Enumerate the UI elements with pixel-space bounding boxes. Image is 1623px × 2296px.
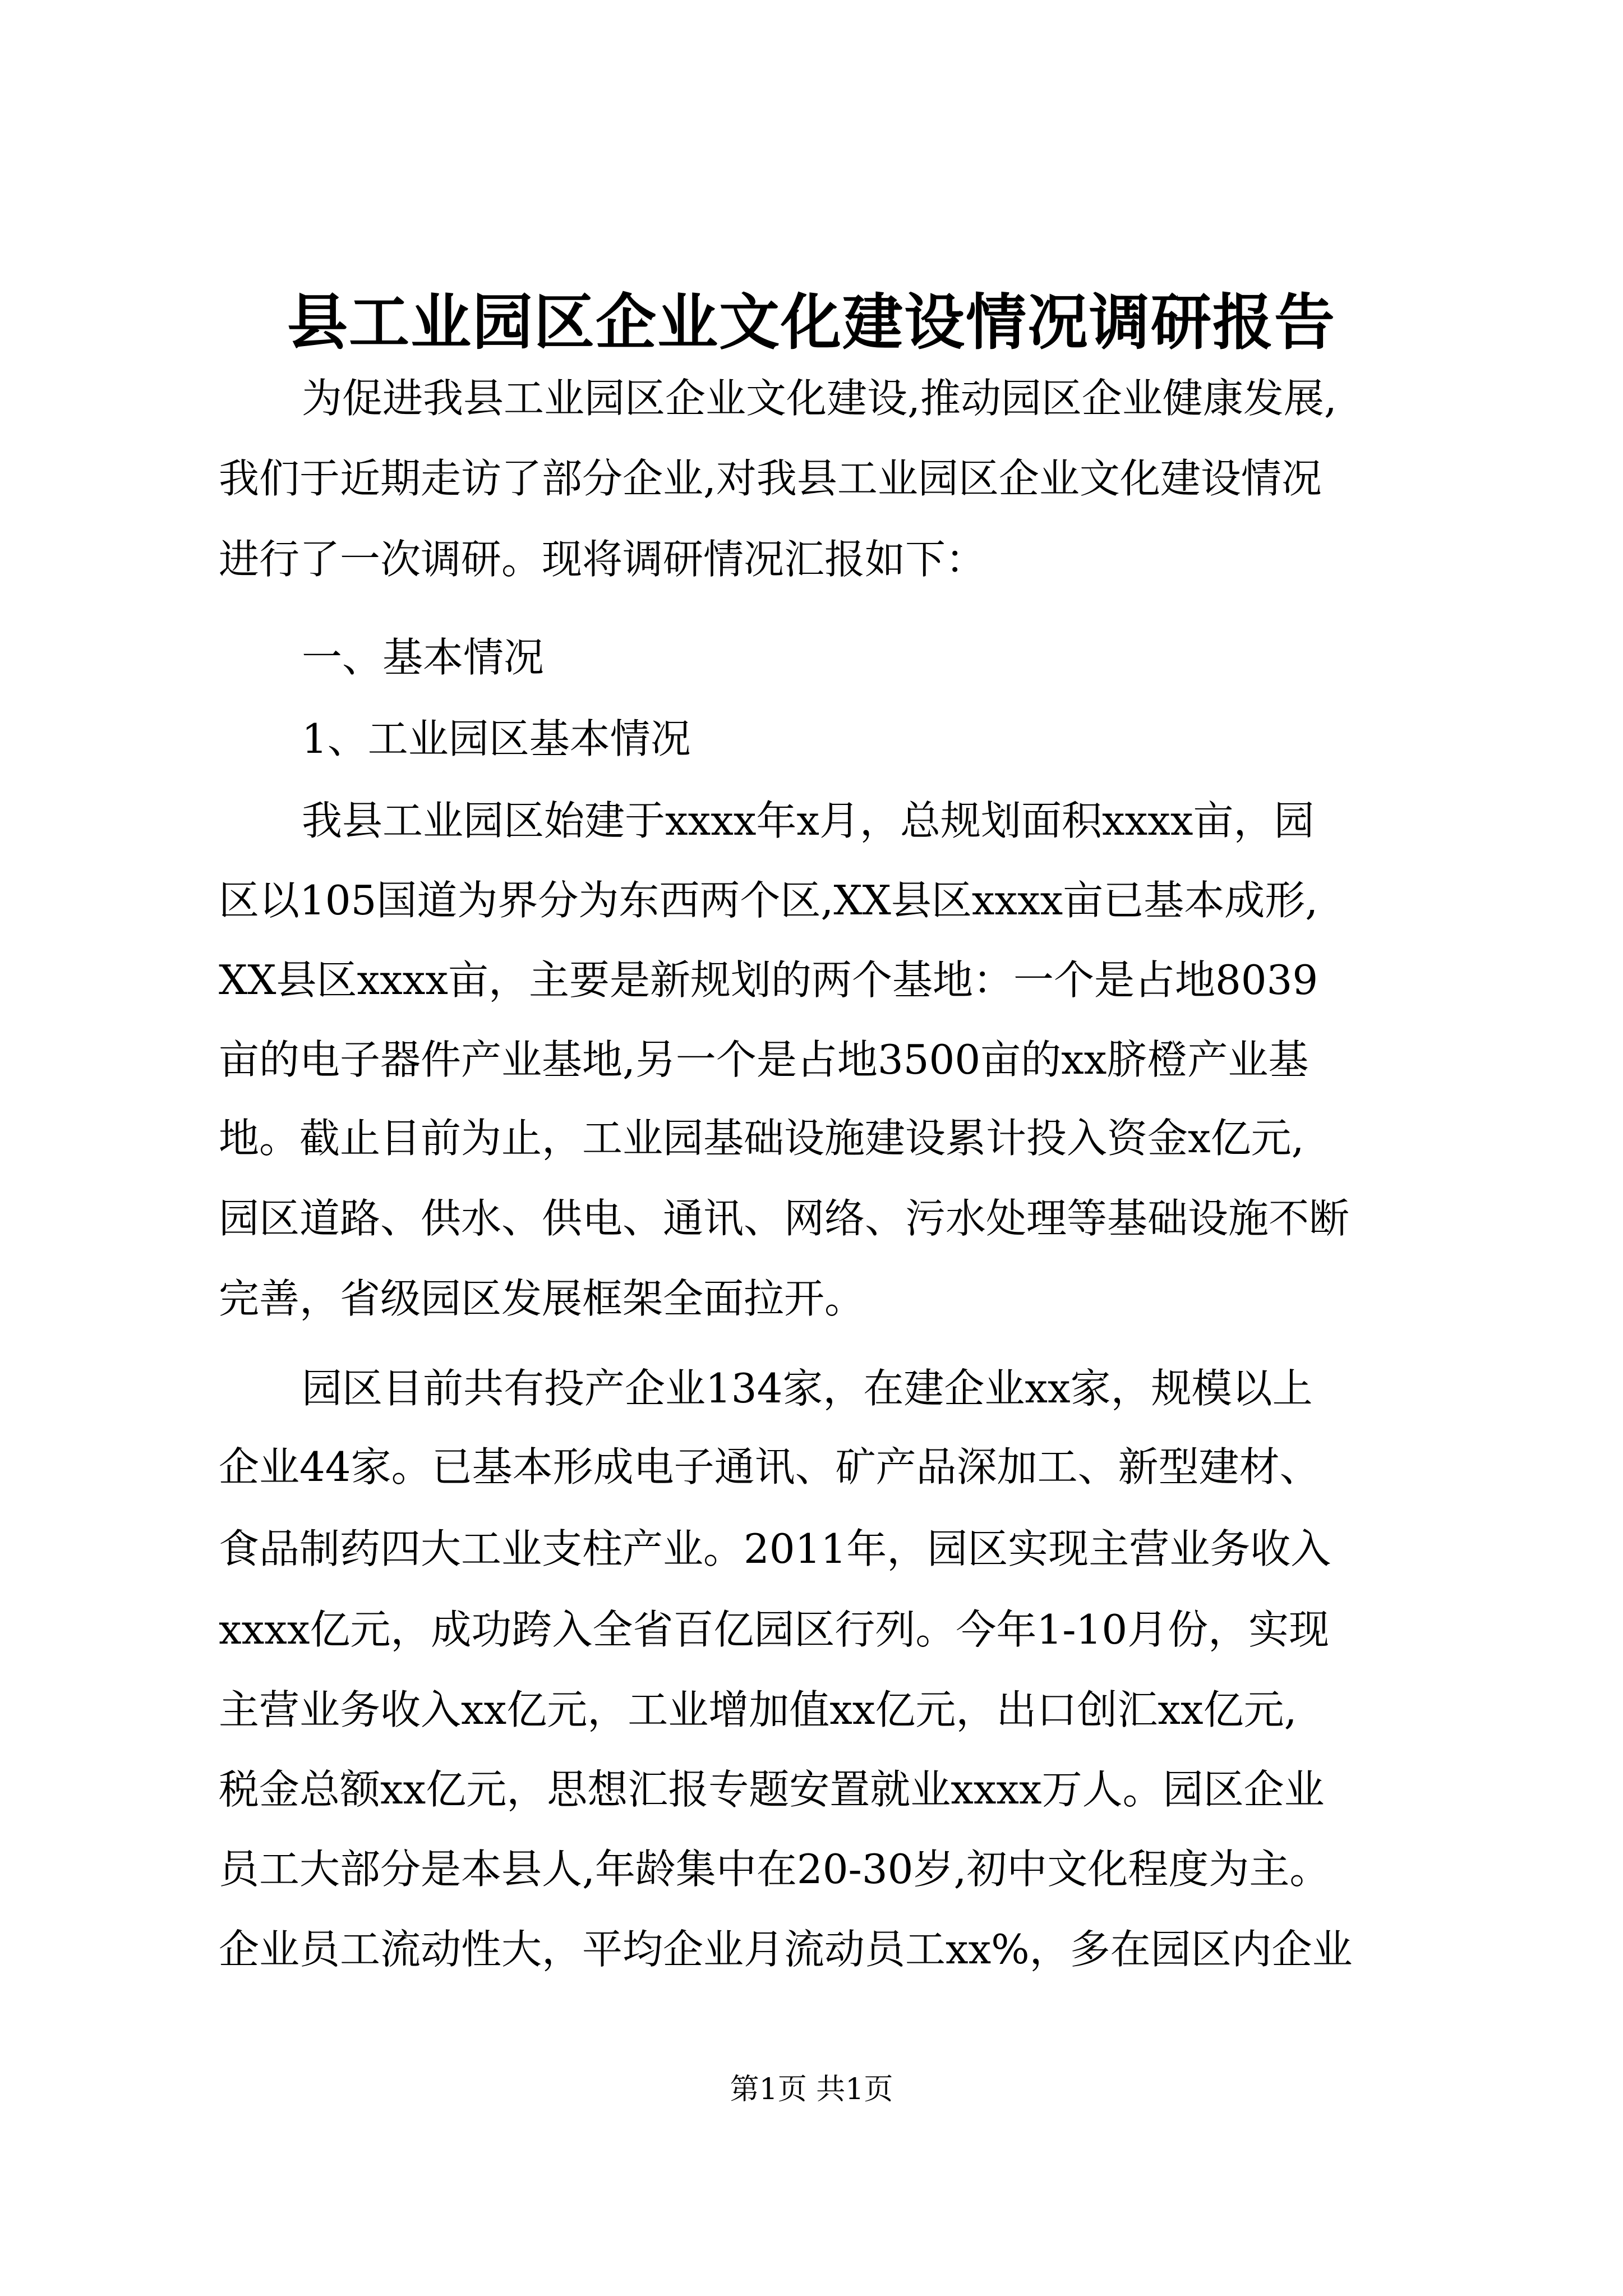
body-line-12: 企业44家。已基本形成电子通讯、矿产品深加工、新型建材、 [219, 1443, 1320, 1490]
body-line-18: 企业员工流动性大，平均企业月流动员工xx%，多在园区内企业 [219, 1926, 1353, 1973]
body-line-16: 税金总额xx亿元，思想汇报专题安置就业xxxx万人。园区企业 [219, 1766, 1325, 1813]
body-line-2: 我们于近期走访了部分企业,对我县工业园区企业文化建设情况 [219, 455, 1322, 502]
page-footer: 第1页 共1页 [730, 2073, 893, 2106]
body-line-3: 进行了一次调研。现将调研情况汇报如下： [219, 536, 986, 583]
body-line-6: XX县区xxxx亩，主要是新规划的两个基地：一个是占地8039 [219, 956, 1318, 1004]
body-line-1: 为促进我县工业园区企业文化建设,推动园区企业健康发展, [302, 375, 1337, 422]
body-line-14: xxxx亿元，成功跨入全省百亿园区行列。今年1-10月份，实现 [219, 1606, 1330, 1653]
body-line-9: 园区道路、供水、供电、通讯、网络、污水处理等基础设施不断 [219, 1195, 1350, 1242]
body-line-4: 我县工业园区始建于xxxx年x月，总规划面积xxxx亩，园 [302, 797, 1315, 844]
body-line-10: 完善，省级园区发展框架全面拉开。 [219, 1275, 865, 1322]
body-line-7: 亩的电子器件产业基地,另一个是占地3500亩的xx脐橙产业基 [219, 1036, 1309, 1083]
body-line-15: 主营业务收入xx亿元，工业增加值xx亿元，出口创汇xx亿元, [219, 1686, 1297, 1733]
subsection-heading: 1、工业园区基本情况 [302, 715, 691, 762]
body-line-13: 食品制药四大工业支柱产业。2011年，园区实现主营业务收入 [219, 1525, 1331, 1572]
body-line-11: 园区目前共有投产企业134家，在建企业xx家，规模以上 [302, 1365, 1313, 1412]
body-line-8: 地。截止目前为止，工业园基础设施建设累计投入资金x亿元, [219, 1115, 1304, 1162]
page-title: 县工业园区企业文化建设情况调研报告 [287, 287, 1336, 358]
body-line-5: 区以105国道为界分为东西两个区,XX县区xxxx亩已基本成形, [219, 877, 1318, 924]
body-line-17: 员工大部分是本县人,年龄集中在20-30岁,初中文化程度为主。 [219, 1846, 1330, 1893]
section-heading: 一、基本情况 [302, 634, 545, 681]
